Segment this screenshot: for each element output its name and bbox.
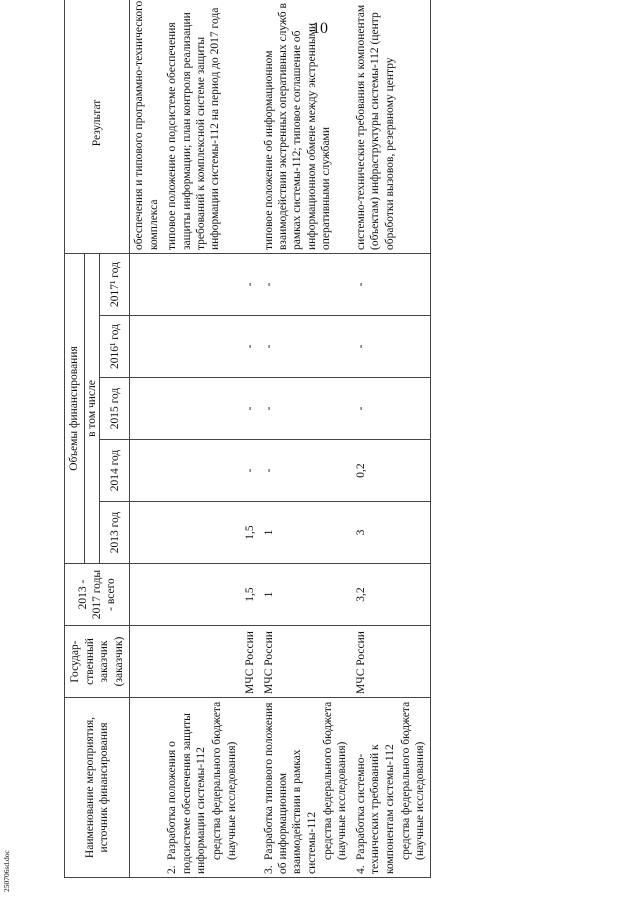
header-volumes: Объемы финансирования <box>65 254 85 564</box>
row-title-cell <box>260 698 352 878</box>
table-row <box>163 0 259 878</box>
header-including: в том числе <box>85 254 100 564</box>
row-2014: - <box>163 440 259 502</box>
row-title: Разработка типового положения об информационном взаимодействии в рамках системы-112 <box>262 702 318 874</box>
row-2017: - <box>260 254 352 316</box>
header-year-2016: 2016¹ год <box>100 316 130 378</box>
row-source: средства федерального бюджета (научные исследования) <box>322 701 349 860</box>
row-2016: - <box>352 316 430 378</box>
row-2013: 1 <box>260 502 352 564</box>
row-total: 1 <box>260 564 352 626</box>
table-row <box>352 0 430 878</box>
header-total: 2013 - 2017 годы - всего <box>65 564 130 626</box>
row-title: Разработка системно-технических требований к компонентам системы-112 <box>354 744 396 874</box>
header-result: Результат <box>65 0 130 254</box>
row-customer: МЧС России <box>163 626 259 698</box>
row-result: типовое положение о подсистеме обеспечения защиты информации; план контроля реализации требований к комплексной системе защиты информации системы-112 на период до 2017 года <box>163 0 259 254</box>
header-year-2017: 2017¹ год <box>100 254 130 316</box>
row-2013: 1,5 <box>163 502 259 564</box>
row-2014: 0,2 <box>352 440 430 502</box>
table-row <box>260 0 352 878</box>
row-2013: 3 <box>352 502 430 564</box>
row-customer: МЧС России <box>260 626 352 698</box>
row-2017: - <box>352 254 430 316</box>
row-title-cell <box>163 698 259 878</box>
row-number: 3. <box>262 865 275 874</box>
footer-doc-code: 250706sd.doc <box>2 850 11 892</box>
row-customer: МЧС России <box>352 626 430 698</box>
row-2015: - <box>260 378 352 440</box>
header-year-2015: 2015 год <box>100 378 130 440</box>
row-title-cell <box>352 698 430 878</box>
row-2015: - <box>163 378 259 440</box>
row-result: системно-технические требования к компонентам (объектам) инфраструктуры системы-112 (центр обработки вызовов, резервному центру <box>352 0 430 254</box>
row-2015: - <box>352 378 430 440</box>
continuation-row <box>130 0 163 878</box>
header-name: Наименование мероприятия, источник финансирования <box>65 698 130 878</box>
row-source: средства федерального бюджета (научные исследования) <box>211 701 238 860</box>
row-number: 2. <box>166 865 179 874</box>
row-2014: - <box>260 440 352 502</box>
row-2017: - <box>163 254 259 316</box>
page-number: 10 <box>312 20 328 37</box>
continuation-result: обеспечения и типового программно-технического комплекса <box>130 0 163 254</box>
row-source: средства федерального бюджета (научные исследования) <box>399 701 427 860</box>
header-year-2013: 2013 год <box>100 502 130 564</box>
header-year-2014: 2014 год <box>100 440 130 502</box>
row-total: 3,2 <box>352 564 430 626</box>
header-customer: Государ- ственный заказчик (заказчик) <box>65 626 130 698</box>
row-2016: - <box>163 316 259 378</box>
row-total: 1,5 <box>163 564 259 626</box>
row-title: Разработка положения о подсистеме обеспечения защиты информации системы-112 <box>166 713 207 874</box>
financing-table <box>64 0 431 878</box>
row-number: 4. <box>354 865 367 874</box>
row-2016: - <box>260 316 352 378</box>
rotated-table-container <box>64 0 609 878</box>
row-result: типовое положение об информационном взаимодействии экстренных оперативных служб в рамках системы-112; типовое соглашение об информационном обмене между экстренными оперативными службами <box>260 0 352 254</box>
